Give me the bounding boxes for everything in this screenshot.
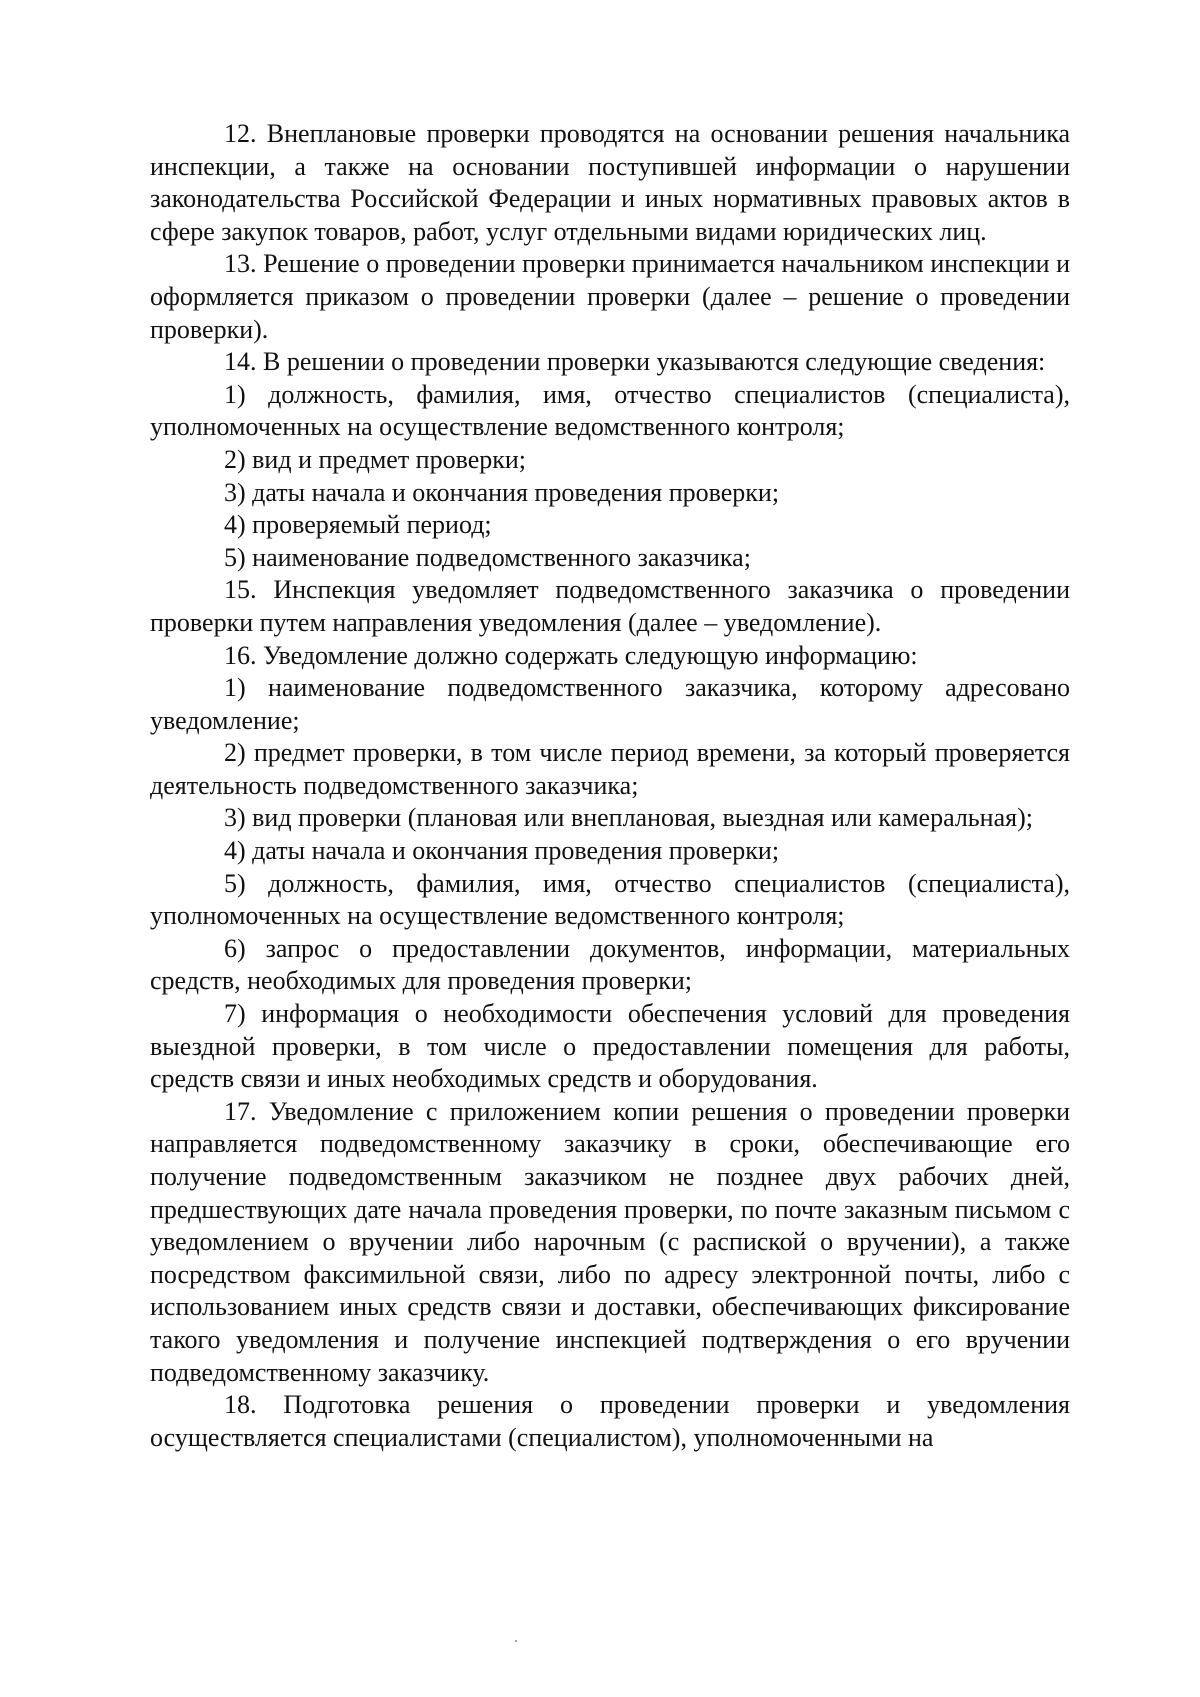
paragraph-16-item-6: 6) запрос о предоставлении документов, информации, материальных средств, необходимых для проведения проверки; <box>150 933 1070 996</box>
paragraph-15: 15. Инспекция уведомляет подведомственного заказчика о проведении проверки путем направления уведомления (далее – уведомление). <box>150 575 1070 637</box>
paragraph-16-item-5: 5) должность, фамилия, имя, отчество специалистов (специалиста), уполномоченных на осуществление ведомственного контроля; <box>150 868 1070 931</box>
scan-speck <box>515 1640 517 1642</box>
paragraph-14-item-2: 2) вид и предмет проверки; <box>224 444 527 474</box>
paragraph-14-item-1: 1) должность, фамилия, имя, отчество специалистов (специалиста), уполномоченных на осуществление ведомственного контроля; <box>150 379 1070 442</box>
paragraph-12: 12. Внеплановые проверки проводятся на основании решения начальника инспекции, а также на основании поступившей информации о нарушении законодательства Российской Федерации и иных нормативных правовых актов в сфере закупок товаров, работ, услуг отдельными видами юридических лиц. <box>150 119 1070 246</box>
paragraph-14-item-5: 5) наименование подведомственного заказчика; <box>224 542 751 572</box>
paragraph-13: 13. Решение о проведении проверки принимается начальником инспекции и оформляется приказом о проведении проверки (далее – решение о проведении проверки). <box>150 249 1070 344</box>
paragraph-16-item-1: 1) наименование подведомственного заказчика, которому адресовано уведомление; <box>150 673 1070 735</box>
paragraph-16: 16. Уведомление должно содержать следующую информацию: <box>224 640 918 670</box>
paragraph-16-item-7: 7) информация о необходимости обеспечения условий для проведения выездной проверки, в том числе о предоставлении помещения для работы, средств связи и иных необходимых средств и оборудования. <box>150 999 1070 1094</box>
document-body <box>150 118 1070 1454</box>
paragraph-14-item-4: 4) проверяемый период; <box>224 510 492 540</box>
paragraph-17: 17. Уведомление с приложением копии решения о проведении проверки направляется подведомственному заказчику в сроки, обеспечивающие его получение подведомственным заказчиком не позднее двух рабочих дней, предшествующих дате начала проведения проверки, по почте заказным письмом с уведомлением о вручении либо нарочным (с распиской о вручении), а также посредством факсимильной связи, либо по адресу электронной почты, либо с использованием иных средств связи и доставки, обеспечивающих фиксирование такого уведомления и получение инспекцией подтверждения о его вручении подведомственному заказчику. <box>150 1096 1070 1387</box>
paragraph-18: 18. Подготовка решения о проведении проверки и уведомления осуществляется специалистами (специалистом), уполномоченными на <box>150 1390 1070 1452</box>
paragraph-14-item-3: 3) даты начала и окончания проведения проверки; <box>224 477 780 507</box>
paragraph-14: 14. В решении о проведении проверки указываются следующие сведения: <box>224 347 1046 377</box>
paragraph-16-item-3: 3) вид проверки (плановая или внеплановая, выездная или камеральная); <box>224 803 1033 833</box>
paragraph-16-item-2: 2) предмет проверки, в том числе период времени, за который проверяется деятельность подведомственного заказчика; <box>150 738 1070 800</box>
paragraph-16-item-4: 4) даты начала и окончания проведения проверки; <box>224 836 780 866</box>
